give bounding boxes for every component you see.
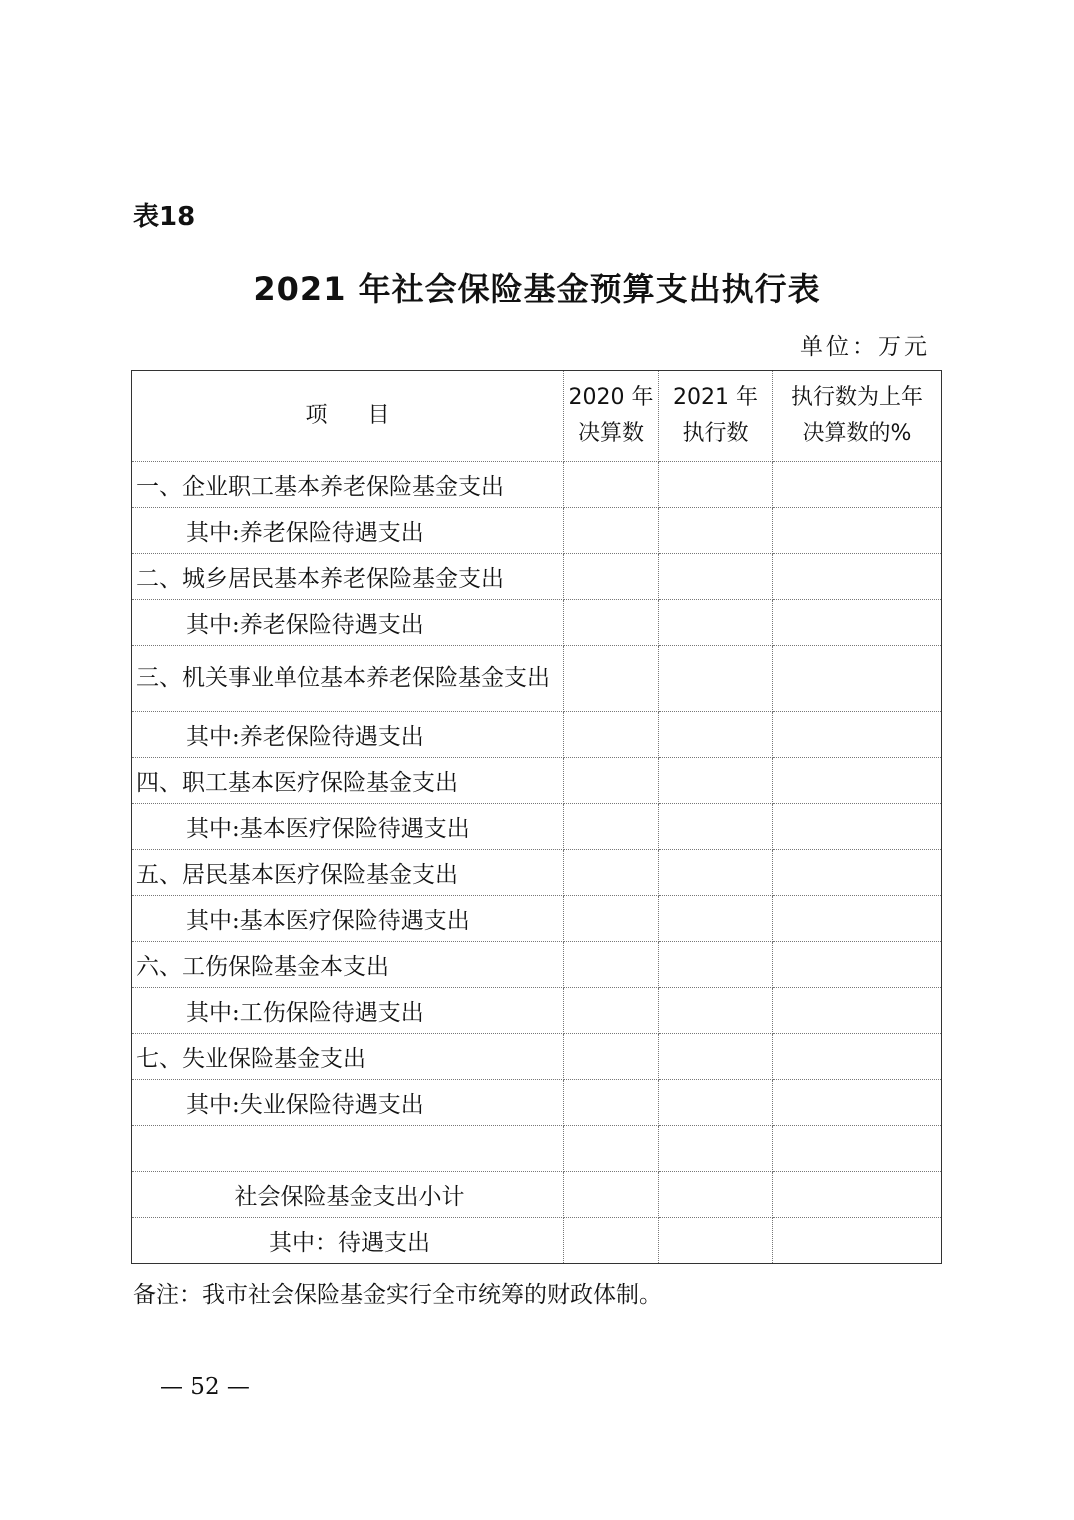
subtotal-benefit-row bbox=[132, 1218, 942, 1264]
cell-2021 bbox=[659, 850, 773, 896]
table-row-empty bbox=[132, 1126, 942, 1172]
subtotal-row bbox=[132, 1172, 942, 1218]
header-2021-line2: 执行数 bbox=[682, 421, 749, 446]
row-label: 其中:养老保险待遇支出 bbox=[132, 600, 564, 646]
table-row bbox=[132, 1080, 942, 1126]
row-label: 其中:养老保险待遇支出 bbox=[132, 508, 564, 554]
cell-ratio bbox=[773, 1218, 942, 1264]
cell-ratio bbox=[773, 646, 942, 712]
cell-2020 bbox=[564, 1172, 659, 1218]
table-row bbox=[132, 646, 942, 712]
table-row bbox=[132, 600, 942, 646]
table-row bbox=[132, 712, 942, 758]
row-label: 其中：待遇支出 bbox=[132, 1218, 564, 1264]
cell-2020 bbox=[564, 850, 659, 896]
cell-2020 bbox=[564, 1218, 659, 1264]
row-label: 五、居民基本医疗保险基金支出 bbox=[132, 850, 564, 896]
cell-ratio bbox=[773, 988, 942, 1034]
header-2021-line1: 2021 年 bbox=[673, 385, 758, 410]
footnote: 备注：我市社会保险基金实行全市统筹的财政体制。 bbox=[133, 1282, 662, 1308]
cell-2021 bbox=[659, 1034, 773, 1080]
row-label: 其中:基本医疗保险待遇支出 bbox=[132, 896, 564, 942]
cell-2020 bbox=[564, 554, 659, 600]
cell-2021 bbox=[659, 896, 773, 942]
table-row bbox=[132, 1034, 942, 1080]
cell-ratio bbox=[773, 758, 942, 804]
cell-ratio bbox=[773, 804, 942, 850]
cell-ratio bbox=[773, 1080, 942, 1126]
cell-ratio bbox=[773, 1126, 942, 1172]
page-number: — 52 — bbox=[160, 1374, 250, 1400]
cell-2021 bbox=[659, 508, 773, 554]
cell-2021 bbox=[659, 758, 773, 804]
cell-2021 bbox=[659, 1080, 773, 1126]
table-row bbox=[132, 758, 942, 804]
cell-2021 bbox=[659, 1218, 773, 1264]
row-label: 其中:失业保险待遇支出 bbox=[132, 1080, 564, 1126]
cell-2020 bbox=[564, 508, 659, 554]
cell-2020 bbox=[564, 988, 659, 1034]
cell-2020 bbox=[564, 1034, 659, 1080]
table-label: 表18 bbox=[133, 202, 196, 232]
cell-2021 bbox=[659, 1126, 773, 1172]
row-label: 七、失业保险基金支出 bbox=[132, 1034, 564, 1080]
header-ratio-line2: 决算数的% bbox=[802, 421, 912, 446]
table-row bbox=[132, 508, 942, 554]
page-title: 2021 年社会保险基金预算支出执行表 bbox=[253, 270, 821, 308]
row-label: 一、企业职工基本养老保险基金支出 bbox=[132, 462, 564, 508]
cell-2020 bbox=[564, 1080, 659, 1126]
budget-table bbox=[131, 370, 942, 1264]
header-2020 bbox=[564, 371, 659, 462]
unit-label: 单位：万元 bbox=[800, 334, 930, 360]
table-row bbox=[132, 462, 942, 508]
row-label bbox=[132, 1126, 564, 1172]
header-item: 项目 bbox=[132, 371, 564, 462]
header-ratio-line1: 执行数为上年 bbox=[790, 385, 923, 410]
cell-2020 bbox=[564, 804, 659, 850]
cell-2021 bbox=[659, 804, 773, 850]
table-row bbox=[132, 896, 942, 942]
row-label: 四、职工基本医疗保险基金支出 bbox=[132, 758, 564, 804]
table-row bbox=[132, 988, 942, 1034]
cell-2021 bbox=[659, 600, 773, 646]
cell-ratio bbox=[773, 712, 942, 758]
cell-ratio bbox=[773, 1034, 942, 1080]
cell-2020 bbox=[564, 1126, 659, 1172]
header-row bbox=[132, 371, 942, 462]
cell-2021 bbox=[659, 646, 773, 712]
cell-ratio bbox=[773, 600, 942, 646]
cell-2020 bbox=[564, 896, 659, 942]
cell-ratio bbox=[773, 896, 942, 942]
row-label: 其中:工伤保险待遇支出 bbox=[132, 988, 564, 1034]
table-row bbox=[132, 850, 942, 896]
cell-ratio bbox=[773, 462, 942, 508]
header-ratio bbox=[773, 371, 942, 462]
cell-2020 bbox=[564, 646, 659, 712]
cell-ratio bbox=[773, 508, 942, 554]
row-label: 三、机关事业单位基本养老保险基金支出 bbox=[132, 646, 564, 712]
cell-2020 bbox=[564, 600, 659, 646]
cell-ratio bbox=[773, 942, 942, 988]
cell-2020 bbox=[564, 712, 659, 758]
row-label: 其中:养老保险待遇支出 bbox=[132, 712, 564, 758]
header-2020-line2: 决算数 bbox=[577, 421, 644, 446]
table-row bbox=[132, 942, 942, 988]
row-label: 其中:基本医疗保险待遇支出 bbox=[132, 804, 564, 850]
cell-2021 bbox=[659, 1172, 773, 1218]
cell-ratio bbox=[773, 554, 942, 600]
table-row bbox=[132, 554, 942, 600]
row-label: 六、工伤保险基金本支出 bbox=[132, 942, 564, 988]
cell-2020 bbox=[564, 942, 659, 988]
cell-2021 bbox=[659, 712, 773, 758]
cell-2020 bbox=[564, 758, 659, 804]
cell-2021 bbox=[659, 942, 773, 988]
cell-2021 bbox=[659, 554, 773, 600]
cell-ratio bbox=[773, 850, 942, 896]
header-2020-line1: 2020 年 bbox=[568, 385, 654, 410]
row-label: 二、城乡居民基本养老保险基金支出 bbox=[132, 554, 564, 600]
cell-ratio bbox=[773, 1172, 942, 1218]
cell-2021 bbox=[659, 462, 773, 508]
table-row bbox=[132, 804, 942, 850]
cell-2021 bbox=[659, 988, 773, 1034]
header-2021 bbox=[659, 371, 773, 462]
cell-2020 bbox=[564, 462, 659, 508]
row-label: 社会保险基金支出小计 bbox=[132, 1172, 564, 1218]
